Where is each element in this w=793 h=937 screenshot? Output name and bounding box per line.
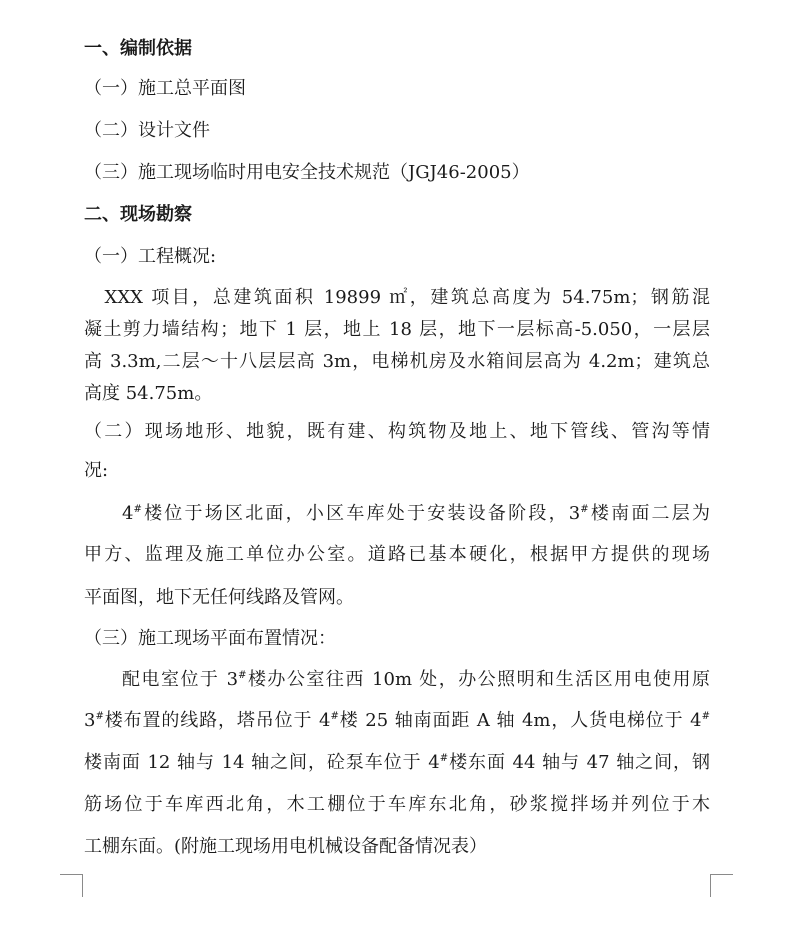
overview-line-4: 高度 54.75m。 xyxy=(84,383,213,404)
overview-line-2: 凝土剪力墙结构；地下 1 层，地上 18 层，地下一层标高-5.050，一层层 xyxy=(84,319,710,340)
page-corner-marker-left xyxy=(60,874,83,897)
layout-paragraph-line-5: 工棚东面。(附施工现场用电机械设备配备情况表） xyxy=(84,836,488,857)
terrain-paragraph-line-1: 4#楼位于场区北面，小区车库处于安装设备阶段，3#楼南面二层为 xyxy=(122,503,711,524)
layout-paragraph-line-2: 3#楼布置的线路，塔吊位于 4#楼 25 轴南面距 A 轴 4m，人货电梯位于 4# xyxy=(84,710,710,731)
layout-paragraph-line-1: 配电室位于 3#楼办公室往西 10m 处，办公照明和生活区用电使用原 xyxy=(122,669,710,690)
layout-paragraph-line-4: 筋场位于车库西北角，木工棚位于车库东北角，砂浆搅拌场并列位于木 xyxy=(84,794,710,815)
basis-item-design-docs: （二）设计文件 xyxy=(84,120,210,141)
basis-item-site-plan: （一）施工总平面图 xyxy=(84,78,246,99)
subheading-terrain-line-1: （二）现场地形、地貌，既有建、构筑物及地上、地下管线、管沟等情 xyxy=(84,421,710,442)
subheading-terrain-line-2: 况: xyxy=(84,460,109,481)
page-corner-marker-right xyxy=(710,874,733,897)
subheading-site-layout: （三）施工现场平面布置情况： xyxy=(84,628,336,649)
layout-paragraph-line-3: 楼南面 12 轴与 14 轴之间，砼泵车位于 4#楼东面 44 轴与 47 轴之间，钢 xyxy=(84,752,710,773)
heading-compilation-basis: 一、编制依据 xyxy=(84,38,192,59)
terrain-paragraph-line-2: 甲方、监理及施工单位办公室。道路已基本硬化，根据甲方提供的现场 xyxy=(84,544,710,565)
overview-line-3: 高 3.3m,二层～十八层层高 3m，电梯机房及水箱间层高为 4.2m；建筑总 xyxy=(84,351,710,372)
heading-site-survey: 二、现场勘察 xyxy=(84,204,192,225)
overview-line-1: XXX 项目，总建筑面积 19899 ㎡，建筑总高度为 54.75m；钢筋混 xyxy=(84,287,710,308)
terrain-paragraph-line-3: 平面图，地下无任何线路及管网。 xyxy=(84,587,354,608)
basis-item-safety-code: （三）施工现场临时用电安全技术规范（JGJ46-2005） xyxy=(84,162,530,183)
subheading-project-overview: （一）工程概况: xyxy=(84,246,217,267)
